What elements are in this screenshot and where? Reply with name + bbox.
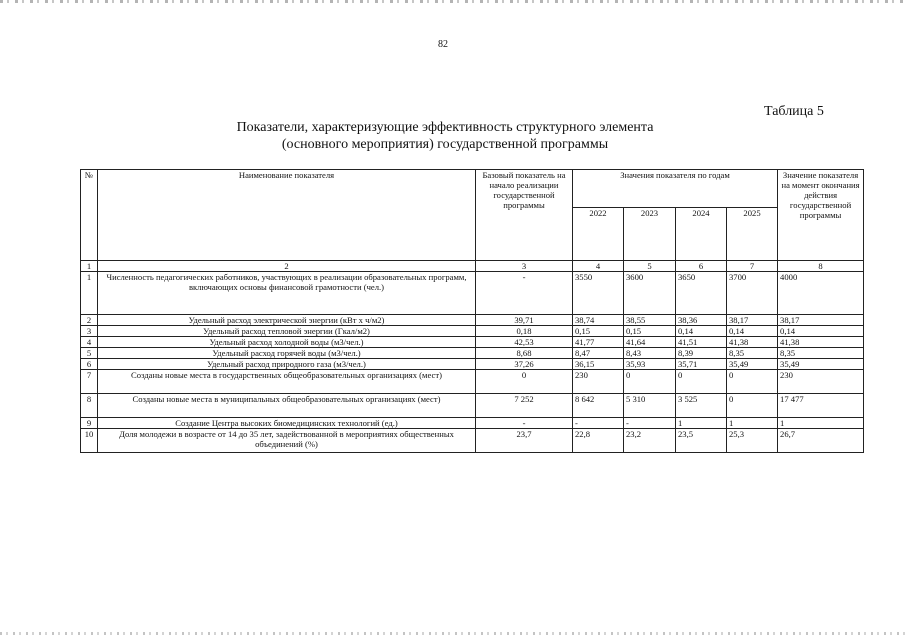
year-value-2025: 0 bbox=[727, 370, 778, 394]
year-value-2024: 0,14 bbox=[676, 326, 727, 337]
year-value-2023: 3600 bbox=[624, 272, 676, 315]
final-value: 4000 bbox=[778, 272, 864, 315]
final-value: 230 bbox=[778, 370, 864, 394]
year-value-2022: 230 bbox=[573, 370, 624, 394]
title-line-2: (основного мероприятия) государственной программы bbox=[281, 137, 609, 152]
year-value-2024: 38,36 bbox=[676, 315, 727, 326]
year-value-2023: 38,55 bbox=[624, 315, 676, 326]
year-value-2023: 23,2 bbox=[624, 429, 676, 453]
year-value-2024: 3 525 bbox=[676, 394, 727, 418]
header-year-2023: 2023 bbox=[624, 208, 676, 261]
row-number: 7 bbox=[81, 370, 98, 394]
indicator-name: Доля молодежи в возрасте от 14 до 35 лет, задействованной в мероприятиях общественных объединений (%) bbox=[98, 429, 476, 453]
row-number: 9 bbox=[81, 418, 98, 429]
year-value-2025: 8,35 bbox=[727, 348, 778, 359]
indicator-name: Удельный расход горячей воды (м3/чел.) bbox=[98, 348, 476, 359]
column-number: 4 bbox=[573, 261, 624, 272]
year-value-2025: 3700 bbox=[727, 272, 778, 315]
final-value: 35,49 bbox=[778, 359, 864, 370]
scan-edge-top bbox=[0, 0, 905, 3]
scan-edge-bottom bbox=[0, 632, 905, 635]
year-value-2023: 0 bbox=[624, 370, 676, 394]
year-value-2023: 8,43 bbox=[624, 348, 676, 359]
column-number: 3 bbox=[476, 261, 573, 272]
column-number: 5 bbox=[624, 261, 676, 272]
indicator-name: Созданы новые места в муниципальных общеобразовательных организациях (мест) bbox=[98, 394, 476, 418]
header-year-2022: 2022 bbox=[573, 208, 624, 261]
table-label: Таблица 5 bbox=[764, 104, 824, 119]
base-value: 39,71 bbox=[476, 315, 573, 326]
column-number: 8 bbox=[778, 261, 864, 272]
year-value-2024: 35,71 bbox=[676, 359, 727, 370]
base-value: 0 bbox=[476, 370, 573, 394]
column-number: 7 bbox=[727, 261, 778, 272]
row-number: 2 bbox=[81, 315, 98, 326]
year-value-2022: 38,74 bbox=[573, 315, 624, 326]
final-value: 38,17 bbox=[778, 315, 864, 326]
year-value-2022: 3550 bbox=[573, 272, 624, 315]
table-row bbox=[81, 272, 864, 315]
year-value-2022: 36,15 bbox=[573, 359, 624, 370]
table-row bbox=[81, 326, 864, 337]
year-value-2025: 0 bbox=[727, 394, 778, 418]
year-value-2022: 41,77 bbox=[573, 337, 624, 348]
table-row bbox=[81, 359, 864, 370]
table-row bbox=[81, 418, 864, 429]
row-number: 4 bbox=[81, 337, 98, 348]
base-value: 7 252 bbox=[476, 394, 573, 418]
base-value: 42,53 bbox=[476, 337, 573, 348]
year-value-2023: 0,15 bbox=[624, 326, 676, 337]
indicator-name: Создание Центра высоких биомедицинских технологий (ед.) bbox=[98, 418, 476, 429]
header-year-2024: 2024 bbox=[676, 208, 727, 261]
year-value-2024: 41,51 bbox=[676, 337, 727, 348]
year-value-2022: 8 642 bbox=[573, 394, 624, 418]
header-no: № bbox=[81, 170, 98, 261]
title-line-1: Показатели, характеризующие эффективность структурного элемента bbox=[236, 120, 654, 135]
table-row bbox=[81, 370, 864, 394]
table-row bbox=[81, 315, 864, 326]
final-value: 0,14 bbox=[778, 326, 864, 337]
indicator-name: Удельный расход тепловой энергии (Гкал/м2) bbox=[98, 326, 476, 337]
indicator-name: Удельный расход холодной воды (м3/чел.) bbox=[98, 337, 476, 348]
final-value: 41,38 bbox=[778, 337, 864, 348]
final-value: 8,35 bbox=[778, 348, 864, 359]
year-value-2023: 35,93 bbox=[624, 359, 676, 370]
year-value-2023: 5 310 bbox=[624, 394, 676, 418]
row-number: 1 bbox=[81, 272, 98, 315]
year-value-2025: 25,3 bbox=[727, 429, 778, 453]
year-value-2022: 8,47 bbox=[573, 348, 624, 359]
year-value-2024: 0 bbox=[676, 370, 727, 394]
row-number: 10 bbox=[81, 429, 98, 453]
header-year-2025: 2025 bbox=[727, 208, 778, 261]
indicators-table bbox=[80, 169, 864, 453]
year-value-2022: 0,15 bbox=[573, 326, 624, 337]
year-value-2024: 8,39 bbox=[676, 348, 727, 359]
year-value-2024: 23,5 bbox=[676, 429, 727, 453]
table-row bbox=[81, 337, 864, 348]
year-value-2025: 41,38 bbox=[727, 337, 778, 348]
header-values-by-year: Значения показателя по годам bbox=[573, 170, 778, 208]
indicator-name: Удельный расход электрической энергии (кВт х ч/м2) bbox=[98, 315, 476, 326]
year-value-2025: 1 bbox=[727, 418, 778, 429]
final-value: 1 bbox=[778, 418, 864, 429]
header-base: Базовый показатель на начало реализации государственной программы bbox=[476, 170, 573, 261]
page-number: 82 bbox=[438, 39, 448, 50]
indicator-name: Созданы новые места в государственных общеобразовательных организациях (мест) bbox=[98, 370, 476, 394]
table-row bbox=[81, 348, 864, 359]
base-value: 37,26 bbox=[476, 359, 573, 370]
header-final: Значение показателя на момент окончания действия государственной программы bbox=[778, 170, 864, 261]
year-value-2023: 41,64 bbox=[624, 337, 676, 348]
indicator-name: Численность педагогических работников, участвующих в реализации образовательных программ, включающих основы финансовой грамотности (чел.) bbox=[98, 272, 476, 315]
table-row bbox=[81, 394, 864, 418]
year-value-2022: - bbox=[573, 418, 624, 429]
row-number: 5 bbox=[81, 348, 98, 359]
header-name: Наименование показателя bbox=[98, 170, 476, 261]
table-row bbox=[81, 429, 864, 453]
final-value: 17 477 bbox=[778, 394, 864, 418]
column-number: 1 bbox=[81, 261, 98, 272]
year-value-2024: 3650 bbox=[676, 272, 727, 315]
column-number: 2 bbox=[98, 261, 476, 272]
base-value: - bbox=[476, 272, 573, 315]
base-value: 23,7 bbox=[476, 429, 573, 453]
table-body bbox=[81, 272, 864, 453]
year-value-2025: 35,49 bbox=[727, 359, 778, 370]
column-number: 6 bbox=[676, 261, 727, 272]
year-value-2025: 38,17 bbox=[727, 315, 778, 326]
final-value: 26,7 bbox=[778, 429, 864, 453]
base-value: 0,18 bbox=[476, 326, 573, 337]
year-value-2023: - bbox=[624, 418, 676, 429]
document-title bbox=[200, 119, 690, 153]
row-number: 8 bbox=[81, 394, 98, 418]
row-number: 3 bbox=[81, 326, 98, 337]
indicator-name: Удельный расход природного газа (м3/чел.) bbox=[98, 359, 476, 370]
year-value-2024: 1 bbox=[676, 418, 727, 429]
base-value: - bbox=[476, 418, 573, 429]
column-number-row bbox=[81, 261, 864, 272]
year-value-2025: 0,14 bbox=[727, 326, 778, 337]
row-number: 6 bbox=[81, 359, 98, 370]
year-value-2022: 22,8 bbox=[573, 429, 624, 453]
base-value: 8,68 bbox=[476, 348, 573, 359]
